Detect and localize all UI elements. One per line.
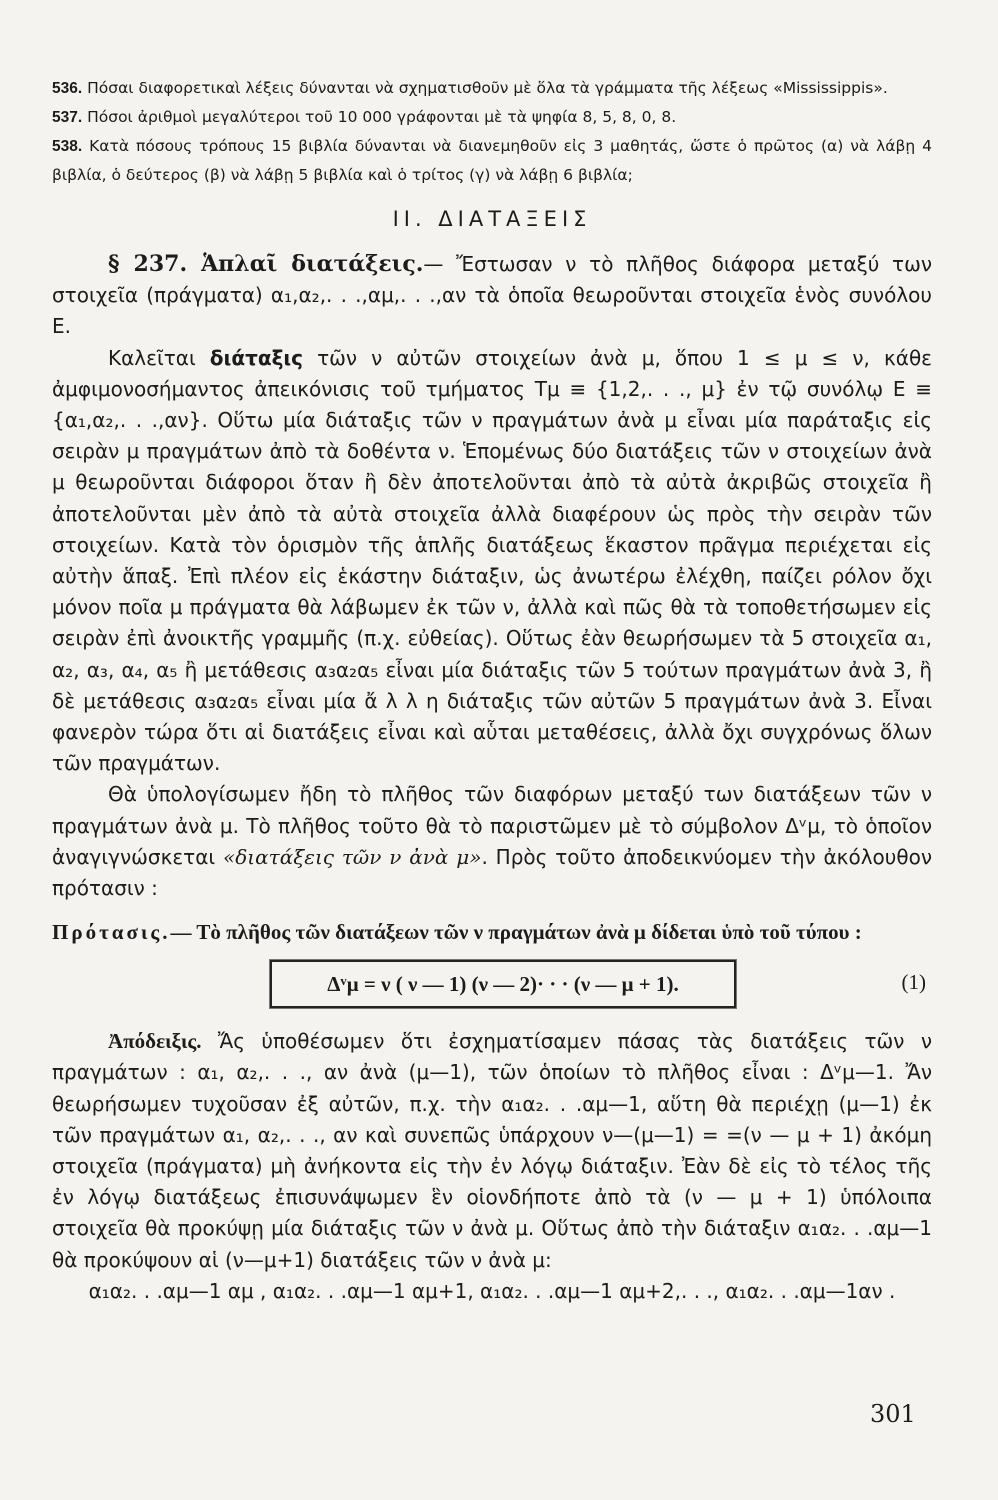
exercise-537	[52, 103, 932, 132]
proof-paragraph	[52, 1026, 932, 1276]
defined-term: διάταξις	[209, 345, 304, 370]
page-number: 301	[870, 1400, 916, 1428]
symbol-paragraph	[52, 779, 932, 904]
exercise-536	[52, 74, 932, 103]
exercise-number: 537.	[52, 109, 83, 126]
formula-box: Δᵛμ = ν ( ν — 1) (ν — 2)· · · (ν — μ + 1).	[270, 960, 736, 1008]
paragraph-title: § 237. Ἁπλαῖ διατάξεις.	[108, 251, 424, 277]
definition-paragraph	[52, 343, 932, 780]
proof-title: Ἀπόδειξις.	[108, 1029, 202, 1054]
proposition-text: — Τὸ πλῆθος τῶν διατάξεων τῶν ν πραγμάτων ἀνὰ μ δίδεται ὑπὸ τοῦ τύπου :	[170, 920, 862, 945]
section-heading: II. ΔΙΑΤΑΞΕΙΣ	[392, 207, 592, 231]
formula-tag: (1)	[901, 970, 926, 995]
exercise-text: Πόσαι διαφορετικαὶ λέξεις δύνανται νὰ σχηματισθοῦν μὲ ὅλα τὰ γράμματα τῆς λέξεως «Mississippis».	[87, 79, 888, 97]
proposition-label: Πρότασις.	[52, 920, 171, 945]
proposition	[52, 916, 932, 948]
proof	[52, 1026, 932, 1307]
exercise-number: 538.	[52, 138, 83, 155]
page-content	[52, 74, 932, 1307]
proof-text: Ἄς ὑποθέσωμεν ὅτι ἐσχηματίσαμεν πάσας τὰς διατάξεις τῶν ν πραγμάτων : α₁, α₂,. . ., αν ἀνὰ (μ—1), τῶν ὁποίων τὸ πλῆθος εἶναι : Δᵛμ—1. Ἄν θεωρήσωμεν τυχοῦσαν ἐξ αὐτῶν, π.χ. τὴν α₁α₂. . .αμ—1, αὕτη θὰ περιέχῃ (μ—1) ἐκ τῶν πραγμάτων α₁, α₂,. . ., αν καὶ συνεπῶς ὑπάρχουν ν—(μ—1) = =(ν — μ + 1) ἀκόμη στοιχεῖα (πράγματα) μὴ ἀνήκοντα εἰς τὴν ἐν λόγῳ διάταξιν. Ἐὰν δὲ εἰς τὸ τέλος τῆς ἐν λόγῳ διατάξεως ἐπισυνάψωμεν ἓν οἱονδήποτε ἀπὸ τὰ (ν — μ + 1) ὑπόλοιπα στοιχεῖα θὰ προκύψῃ μία διάταξις τῶν ν ἀνὰ μ. Οὕτως ἀπὸ τὴν διάταξιν α₁α₂. . .αμ—1 θὰ προκύψουν αἱ (ν—μ+1) διατάξεις τῶν ν ἀνὰ μ:	[52, 1029, 932, 1272]
exercise-number: 536.	[52, 80, 83, 97]
exercise-text: Κατὰ πόσους τρόπους 15 βιβλία δύνανται νὰ διανεμηθοῦν εἰς 3 μαθητάς, ὥστε ὁ πρῶτος (α) νὰ λάβῃ 4 βιβλία, ὁ δεύτερος (β) νὰ λάβῃ 5 βιβλία καὶ ὁ τρίτος (γ) νὰ λάβῃ 6 βιβλία;	[52, 137, 932, 184]
paragraph-intro	[52, 249, 932, 343]
symbol-rest: . Πρὸς τοῦτο ἀποδεικνύομεν τὴν ἀκόλουθον πρότασιν :	[52, 844, 932, 901]
exercise-538	[52, 132, 932, 189]
paragraph-237	[52, 249, 932, 904]
definition-lead: Καλεῖται	[108, 345, 210, 370]
definition-text: τῶν ν αὐτῶν στοιχείων ἀνὰ μ, ὅπου 1 ≤ μ ≤ ν, κάθε ἀμφιμονοσήμαντος ἀπεικόνισις τοῦ τμήματος Τμ ≡ {1,2,. . ., μ} ἐν τῷ συνόλῳ Ε ≡ {α₁,α₂,. . .,αν}. Οὕτω μία διάταξις τῶν ν πραγμάτων ἀνὰ μ εἶναι μία παράταξις εἰς σειρὰν μ πραγμάτων ἀπὸ τὰ δοθέντα ν. Ἑπομένως δύο διατάξεις τῶν ν στοιχείων ἀνὰ μ θεωροῦνται διάφοροι ὅταν ἢ δὲν ἀποτελοῦνται ἀπὸ τὰ αὐτὰ ἀκριβῶς στοιχεῖα ἢ ἀποτελοῦνται μὲν ἀπὸ τὰ αὐτὰ στοιχεῖα ἀλλὰ διαφέρουν ὡς πρὸς τὴν σειρὰν τῶν στοιχείων. Κατὰ τὸν ὁρισμὸν τῆς ἁπλῆς διατάξεως ἕκαστον πρᾶγμα περιέχεται εἰς αὐτὴν ἅπαξ. Ἐπὶ πλέον εἰς ἑκάστην διάταξιν, ὡς ἀνωτέρω ἐλέχθη, παίζει ρόλον ὄχι μόνον ποῖα μ πράγματα θὰ λάβωμεν ἐκ τῶν ν, ἀλλὰ καὶ πῶς θὰ τὰ τοποθετήσωμεν εἰς σειρὰν ἐπὶ ἀνοικτῆς γραμμῆς (π.χ. εὐθείας). Οὕτως ἐὰν θεωρήσωμεν τὰ 5 στοιχεῖα α₁, α₂, α₃, α₄, α₅ ἢ μετάθεσις α₃α₂α₅ εἶναι μία διάταξις τῶν 5 τούτων πραγμάτων ἀνὰ 3, ἢ δὲ μετάθεσις α₃α₂α₅ εἶναι μία ἄ λ λ η διάταξις τῶν αὐτῶν 5 πραγμάτων ἀνὰ 3. Εἶναι φανερὸν τώρα ὅτι αἱ διατάξεις εἶναι καὶ αὗται μεταθέσεις, ἀλλὰ ὄχι συγχρόνως ὅλων τῶν πραγμάτων.	[52, 345, 932, 776]
exercise-text: Πόσοι ἀριθμοὶ μεγαλύτεροι τοῦ 10 000 γράφονται μὲ τὰ ψηφία 8, 5, 8, 0, 8.	[87, 108, 677, 126]
symbol-lead: Θὰ ὑπολογίσωμεν ἤδη τὸ πλῆθος τῶν διαφόρων μεταξύ των διατάξεων τῶν ν πραγμάτων ἀνὰ μ. Τὸ πλῆθος τοῦτο θὰ τὸ παριστῶμεν μὲ τὸ σύμβολον Δᵛμ, τὸ ὁποῖον ἀναγιγνώσκεται	[52, 782, 932, 869]
paragraph-intro-text: — Ἔστωσαν ν τὸ πλῆθος διάφορα μεταξύ των στοιχεῖα (πράγματα) α₁,α₂,. . .,αμ,. . .,αν τὰ ὁποῖα θεωροῦνται στοιχεῖα ἑνὸς συνόλου Ε.	[52, 252, 932, 339]
symbol-reading: «διατάξεις τῶν ν ἀνὰ μ»	[223, 844, 482, 869]
exercise-list	[52, 74, 932, 189]
formula-row	[52, 958, 932, 1012]
proof-last-line: α₁α₂. . .αμ—1 αμ , α₁α₂. . .αμ—1 αμ+1, α₁α₂. . .αμ—1 αμ+2,. . ., α₁α₂. . .αμ—1αν .	[88, 1278, 896, 1303]
